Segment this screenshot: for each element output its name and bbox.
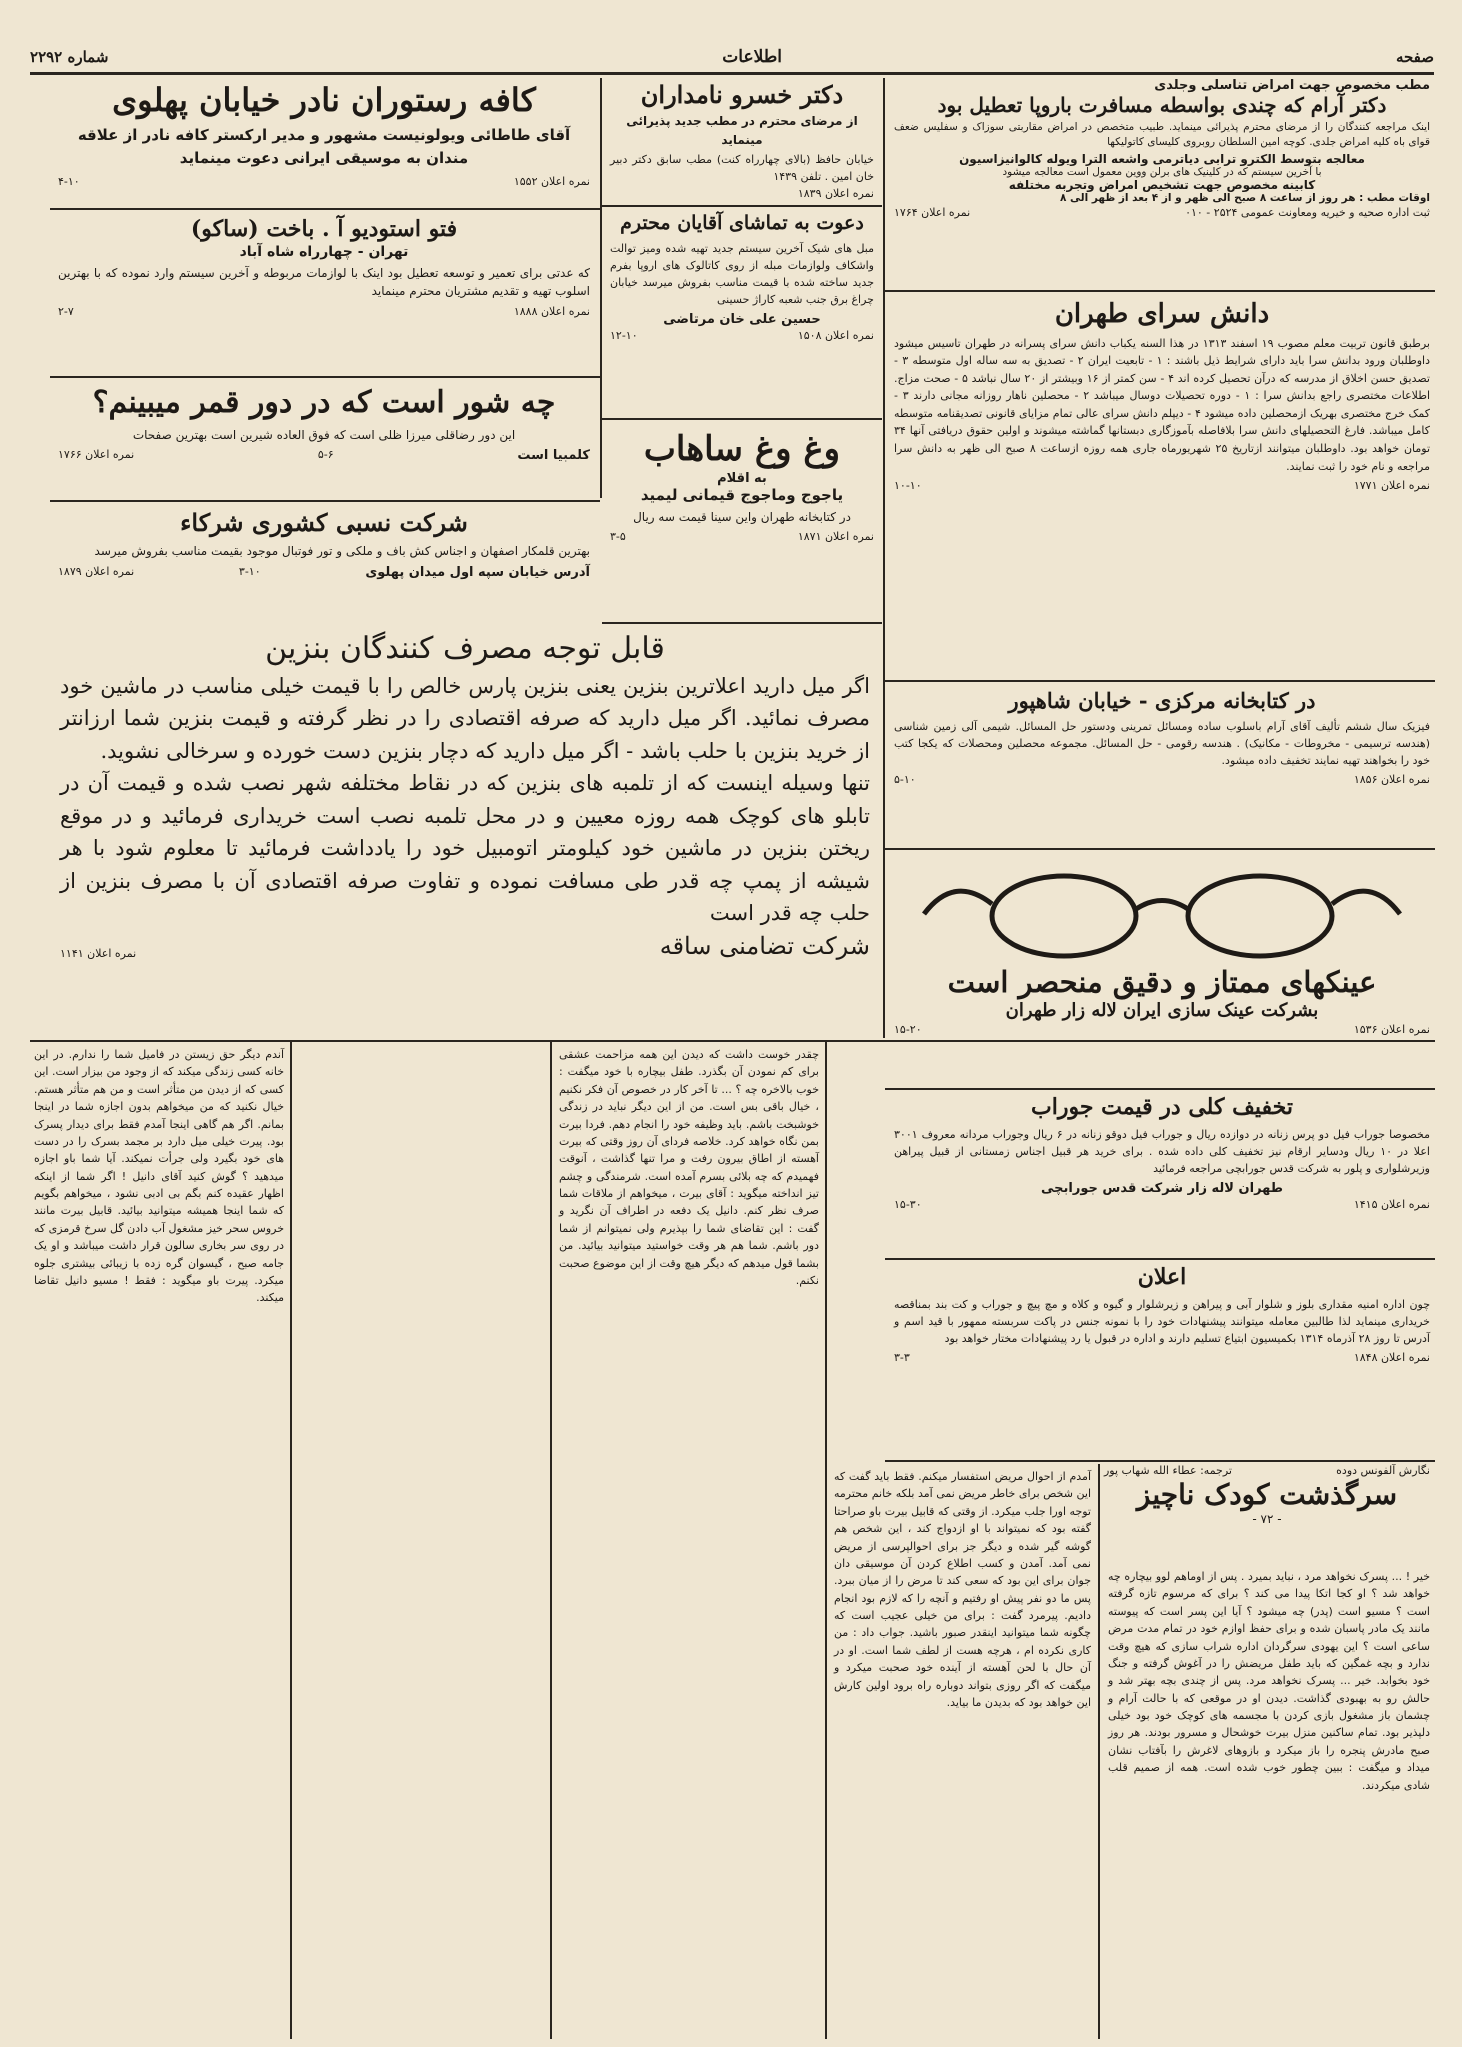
ad-code: ۵-۱۰	[894, 773, 916, 787]
ad-footer	[894, 1023, 1430, 1036]
section-rule	[885, 1258, 1435, 1260]
ad-title: قابل توجه مصرف کنندگان بنزین	[265, 631, 665, 666]
ad-tender-notice	[890, 1262, 1434, 1456]
ad-footer	[58, 175, 590, 188]
ad-cafe-nader	[50, 80, 598, 205]
ad-title: عینکهای ممتاز و دقیق منحصر است	[947, 965, 1377, 999]
ad-body: چون اداره امنیه مقداری بلوز و شلوار آبی و پیراهن و زیرشلوار و گیوه و کلاه و مچ پیچ و جوراب و کت بند بمناقصه خریداری مینماید لذا طالبین معامله میتوانند پیشنهادات خود را با نمونه جنس در پاکت سربسته ممهور با قید اسم و آدرس تا روز ۲۸ آذرماه ۱۳۱۴ بکمیسیون ابتیاع تسلیم دارند و اداره در قبول یا رد پیشنهادات مختار خواهد بود	[894, 1297, 1430, 1345]
ad-title: فتو استودیو آ . باخت (ساکو)	[190, 216, 458, 242]
section-rule	[885, 680, 1435, 682]
ad-code: ۱۵-۲۰	[894, 1023, 922, 1037]
eyeglasses-icon	[894, 854, 1430, 964]
section-rule	[885, 290, 1435, 292]
ad-signature: طهران لاله زار شرکت قدس جورابچی	[1041, 1180, 1283, 1196]
ad-address: آدرس خیابان سپه اول میدان پهلوی	[365, 564, 590, 580]
ad-ref: نمره اعلان ۱۸۸۸	[513, 304, 590, 318]
ad-body: این دور رضاقلی میرزا ظلی است که فوق العاده شیرین است بهترین صفحات	[132, 427, 516, 442]
ad-footer	[610, 530, 874, 543]
ad-code: ۳-۵	[610, 530, 626, 544]
ad-ref: نمره اعلان ۱۵۳۶	[1353, 1023, 1430, 1037]
ad-paragraph: تنها وسیله اینست که از تلمبه های بنزین که در نقاط مختلفه شهر نصب شده و قیمت آن در تابلو های کوچک همه روزه معیین و در محل تلمبه نصب است خریداری فرمائید و در موقع ریختن بنزین در ماشین خود کیلومتر اتومبیل خود را یادداشت فرمائید تا معلوم شود با هر شیشه از پمپ چه قدر طی مسافت نموده و تفاوت صرفه اقتصادی آن با مصرف بنزین از حلب چه قدر است	[60, 771, 870, 926]
ad-columbia-records	[50, 380, 598, 498]
ad-body: مبل های شیک آخرین سیستم جدید تهیه شده ومیز توالت واشکاف ولوازمات مبله از روی کاتالوک های اروپا بفرم جدید ساخته شده با قیمت مناسب بفروش میرسد خیابان چراغ برق جنب شعبه کاراژ حسینی	[610, 241, 874, 306]
serial-column: خیر ! ... پسرک نخواهد مرد ، نباید بمیرد . پس از اوماهم لوو بیچاره چه خواهد شد ؟ او کجا اتکا پیدا می کند ؟ برای که مرسوم تازه گرفته است ؟ مسیو است (پدر) چه میشود ؟ آیا این پسر است که پیوسته مانند یک مادر پاسبان شده و برای حفظ اوازم خود در تمام مدت مرض ساعی است ؟ این یهودی سرگردان اداره شراب سازی که هیچ وقت ندارد و بچه غمگین که باید طفل مریضش را در آغوش گرفته و جنگ خود بخوابد. خیر ... پسرک نخواهد مرد. پس از چندی بچه بهتر شد و حالش رو به بهبودی گذاشت. دیدن او در موقعی که با حالت آرام و چشمان باز مشغول بازی کردن با مجسمه های کوچک خود بود خیلی دلپذیر بود. تمام ساکنین منزل بیرت خوشحال و مسرور بودند. هر روز صبح مادرش پنجره را باز میکرد و بازوهای لاغرش را بآفتاب نشان میداد و میگفت : ببین چطور خوب شده است. همه از صمیم قلب شادی میکردند.	[1108, 1570, 1430, 1792]
ad-title: اعلان	[1137, 1264, 1187, 1290]
ad-eyeglasses	[890, 852, 1434, 1086]
section-rule	[885, 1088, 1435, 1090]
serial-column: آندم دیگر حق زیستن در فامیل شما را ندارم. در این خانه کسی زندگی میکند که از وجود من بیزار است. این کسی که از دیدن من متأثر است و من هم متأثر هستم. خیال نکنید که من میخواهم بدون اجازه شما در اینجا بمانم. اگر هم گاهی اینجا آمدم فقط برای دیدار پسرک بود. پیرت خیلی میل دارد بر مجمد بسرک را در دست های خود بگیرد ولی جرأت نمیکند. آیا شما باو اجازه میدهید ؟ گوش کنید آقای دانیل ! اگر شما از اینکه اظهار عقیده کنم بگم بی ادبی نشود ، میخواهم بگویم که شما اینجا همیشه میتوانید بیائید. قابیل بیرت مانند خروس سحر خیز مشغول آب دادن گل سرخ قرمزی که در روی سر بخاری سالون قرار داشت میباشد و او یک جامه صبح ، گیسوان گره زده با زیبائی بیشتری جلوه میکرد. پیرت باو میگوید : فقط ! مسیو دانیل تقاضا میکند.	[34, 1048, 284, 1305]
ad-title: تخفیف کلی در قیمت جوراب	[1031, 1094, 1293, 1120]
ad-line: اوقات مطب : هر روز از ساعت ۸ صبح الی ظهر و از ۴ بعد از ظهر الی ۸	[1059, 192, 1430, 205]
ad-ref: نمره اعلان ۱۴۱۵	[1353, 1197, 1430, 1211]
serial-episode: - ۷۲ -	[1252, 1512, 1282, 1526]
section-rule	[50, 376, 600, 378]
ad-body: که عدتی برای تعمیر و توسعه تعطیل بود اینک با لوازمات مربوطه و آخرین سیستم وارد نموده که با بهترین اسلوب تهیه و تقدیم مشتریان محترم مینماید	[58, 265, 590, 299]
ad-paragraph: اگر میل دارید اعلاترین بنزین یعنی بنزین پارس خالص را با قیمت خیلی مناسب در ماشین خود مصرف نمائید. اگر میل دارید که صرفه اقتصادی را در نظر گرفته و قیمت بنزین شما ارزانتر از خرید بنزین با حلب باشد - اگر میل دارید که دچار بنزین دست خورده و سرخالی نشوید.	[60, 673, 870, 763]
section-rule	[602, 205, 882, 207]
ad-line: معالجه بتوسط الکترو ترابی دیاترمی واشعه الترا ویوله کالوانیزاسیون	[959, 152, 1365, 167]
ad-footer	[894, 1198, 1430, 1211]
ad-ref: نمره اعلان ۱۸۷۹	[58, 564, 135, 578]
ad-body: مخصوصا جوراب فیل دو پرس زنانه در دوازده ریال و جوراب فیل دوقو زنانه در ۶ ریال وجوراب مردانه معروف ۳۰۰۱ اعلا در ۱۰ ریال ودسایر ارقام نیز تخفیف کلی داده شده . برای خرید هر قبیل اجناس زمستانی از قبیل پیراهن وزیرشلواری و پلور به شرکت قدس جورابچی مراجعه فرمائید	[894, 1127, 1431, 1175]
ad-body: خیابان حافظ (بالای چهارراه کنت) مطب سابق دکتر دبیر خان امین . تلفن ۱۴۳۹	[610, 153, 874, 184]
ad-ref: نمره اعلان ۱۸۷۱	[797, 530, 874, 544]
ad-body: برطبق قانون تربیت معلم مصوب ۱۹ اسفند ۱۳۱۳ در هذا السنه یکباب دانش سرای پسرانه در طهران تاسیس میشود داوطلبان ورود بدانش سرا باید دارای شرایط ذیل باشند : ۱ - تابعیت ایران ۲ - تصدیق به سه ساله اول متوسطه ۳ - تصدیق حسن اخلاق از مدرسه که درآن تحصیل کرده اند ۴ - سن کمتر از ۱۶ وبیشتر از ۲۰ سال نباشد ۵ - صحت مزاج. اطلاعات مختصری راجع بدانش سرا : ۱ - دوره تحصیلات دوسال میباشد ۲ - محصلین ناهار روزانه مجانی دارند ۳ - کمک خرج مختصری بهریک ازمحصلین داده میشود ۴ - دیپلم دانش سرای عالی تمام مزایای قانونی تصدیقنامه متوسطه کامل میباشد. فارغ التحصیلهای دانش سرا بلافاصله بآموزگاری دبستانها گماشته میشوند و اولین حقوق دریافتی آنها ۳۴ تومان خواهد بود. داوطلبان میتوانند ازتاریخ ۲۵ شهریورماه جاری همه روزه ازساعت ۸ صبح الی ظهر به دانش سرا مراجعه و نام خود را ثبت نمایند.	[894, 336, 1431, 473]
serial-translator: ترجمه: عطاء الله شهاب پور	[1104, 1464, 1232, 1477]
ad-footer	[58, 448, 590, 463]
section-rule	[602, 418, 882, 420]
column-rule	[825, 1042, 827, 2039]
section-rule	[50, 500, 600, 502]
ad-signature: حسین علی خان مرتاضی	[663, 311, 821, 327]
ad-socks-discount	[890, 1092, 1434, 1256]
issue-number: شماره ۲۲۹۲	[30, 48, 109, 66]
ad-code: ۳-۱۰	[238, 564, 261, 578]
ad-body: فیزیک سال ششم تألیف آقای آرام باسلوب ساده ومسائل تمرینی ودستور حل المسائل. شیمی آلی زمین شناسی (هندسه ترسیمی - مخروطات - مکانیک) . هندسه رقومی - حل المسائل. مجموعه محصلین ومحصلات که یکجا کتب خود را بخواهند تهیه نمایند تخفیف داده میشود.	[894, 720, 1430, 768]
ad-central-library	[890, 686, 1434, 846]
ad-footer	[58, 305, 590, 318]
ad-line: ثبت اداره صحیه و خیریه ومعاونت عمومی ۲۵۲۴ - ۰۱۰	[1185, 206, 1430, 220]
serial-header	[1100, 1464, 1434, 1564]
ad-ref: نمره اعلان ۱۷۶۴	[894, 206, 971, 220]
ad-ref: نمره اعلان ۱۷۷۱	[1353, 479, 1430, 493]
ad-code: ۱۵-۳۰	[894, 1197, 922, 1211]
ad-title: چه شور است که در دور قمر میبینم؟	[92, 385, 556, 420]
page-label: صفحه	[1395, 48, 1434, 66]
ad-footer	[894, 1351, 1430, 1364]
ad-ref: نمره اعلان ۱۸۴۸	[1353, 1350, 1430, 1364]
newspaper-name: اطلاعات	[722, 47, 783, 67]
page-header	[30, 44, 1434, 70]
ad-code: ۳-۳	[894, 1350, 910, 1364]
ad-code: ۵-۶	[317, 448, 334, 462]
ad-body: اینک مراجعه کنندگان را از مرضای محترم پذیرائی مینماید. طبیب متخصص در امراض مقاربتی سوزاک و سفلیس ضعف قوای باه کلیه امراض جلدی. کوچه امین السلطان روبروی کلیسای کاتولیکها	[894, 121, 1430, 149]
ad-subtitle: بشرکت عینک سازی ایران لاله زار طهران	[1005, 1000, 1319, 1022]
ad-keshvari-company	[50, 504, 598, 622]
ad-line: با آخرین سیستم که در کلینیک های برلن ووین معمول است معالجه میشود	[1002, 166, 1322, 179]
ad-footer	[894, 479, 1430, 492]
section-rule	[30, 1040, 885, 1042]
ad-body: بهترین قلمکار اصفهان و اجناس کش باف و ملکی و تور فوتبال موجود بقیمت مناسب بفروش میرسد	[94, 544, 590, 558]
ad-code: ۲-۷	[58, 304, 74, 318]
ad-ref: نمره اعلان ۱۸۳۹	[797, 187, 874, 201]
column-rule	[1098, 1464, 1100, 2039]
ad-body: آقای طاطائی ویولونیست مشهور و مدیر ارکستر کافه نادر از علاقه مندان به موسیقی ایرانی دعوت مینماید	[77, 126, 571, 168]
ad-subtitle: از مرضای محترم در مطب جدید پذیرائی مینماید	[626, 114, 858, 147]
ad-footer	[894, 773, 1430, 786]
ad-footer	[894, 206, 1430, 219]
section-rule	[602, 622, 882, 624]
ad-title: شرکت نسبی کشوری شرکاء	[180, 508, 468, 537]
ad-ref: نمره اعلان ۱۱۴۱	[60, 946, 137, 960]
ad-footer	[58, 565, 590, 580]
ad-title: در کتابخانه مرکزی - خیابان شاهپور	[1008, 688, 1316, 713]
ad-brand: کلمبیا است	[517, 448, 590, 464]
ad-subtitle: به اقلام	[717, 470, 767, 486]
ad-kicker: مطب مخصوص جهت امراض تناسلی وجلدی	[1154, 78, 1430, 93]
ad-doctor-aram	[890, 78, 1434, 288]
ad-title: وغ وغ ساهاب	[643, 429, 841, 469]
ad-title: دکتر خسرو نامداران	[640, 80, 844, 109]
header-rule	[30, 72, 1434, 75]
ad-body: در کتابخانه طهران واین سینا قیمت سه ریال	[633, 509, 851, 524]
ad-code: ۴-۱۰	[58, 174, 80, 188]
section-rule	[885, 1460, 1435, 1462]
ad-ref: نمره اعلان ۱۸۵۶	[1353, 773, 1430, 787]
ad-photo-studio	[50, 212, 598, 374]
ad-book-vagh-vagh	[604, 424, 880, 620]
serial-title: سرگذشت کودک ناچیز	[1136, 1478, 1398, 1511]
section-rule	[50, 208, 600, 210]
ad-title: دکتر آرام که چندی بواسطه مسافرت باروپا تعطیل بود	[937, 93, 1387, 117]
ad-teachers-college	[890, 296, 1434, 678]
ad-ref: نمره اعلان ۱۵۰۸	[797, 328, 874, 342]
ad-title: کافه رستوران نادر خیابان پهلوی	[112, 81, 536, 119]
ad-subtitle: تهران - چهارراه شاه آباد	[239, 243, 409, 260]
ad-title: دانش سرای طهران	[1054, 299, 1270, 329]
column-rule	[883, 78, 885, 1038]
ad-footer	[60, 932, 870, 960]
ad-footer	[610, 329, 874, 342]
ad-authors: یاجوج وماجوج قیمانی لیمید	[640, 485, 844, 504]
section-rule	[885, 848, 1435, 850]
serial-column: آمدم از احوال مریض استفسار میکنم. فقط باید گفت که این شخص برای خاطر مریض نمی آمد بلکه خانم محترمه توجه اورا جلب میکرد. از وقتی که قابیل بیرت باو صراحتا گفته بود که نمیتواند با او ازدواج کند ، این شخص هم گوشه گیر شده و دیگر جز برای احوالپرسی از مریض نمی آمد. آمدن و کسب اطلاع کردن آن موسیقی دان جوان برای این بود که سعی کند تا مرض را از میان ببرد. پس ما دو نفر پیش او رفتیم و آنچه را که لازم بود انجام دادیم. پیرمرد گفت : برای من خیلی عجیب است که چگونه شما میتوانید اینقدر صبور باشید. جواب داد : من کاری نکرده ام ، هرچه هست از لطف شما است. او در آن حال با لحن آهسته از آینده خود صحبت میکرد و میگفت که اگر روزی بتواند دوباره راه برود اولین کارش این خواهد بود که بدیدن ما بیاید.	[834, 1470, 1091, 1709]
serial-author: نگارش آلفونس دوده	[1336, 1464, 1430, 1477]
ad-code: ۱۰-۱۰	[894, 479, 922, 493]
column-rule	[600, 78, 602, 498]
ad-petrol	[50, 630, 880, 1035]
ad-ref: نمره اعلان ۱۷۶۶	[58, 448, 135, 462]
column-rule	[550, 1042, 552, 2039]
ad-line: کابینه مخصوص جهت تشخیص امراض وتجربه مختلفه	[1008, 178, 1316, 193]
ad-footer	[610, 187, 874, 200]
ad-code: ۱۲-۱۰	[610, 328, 638, 342]
ad-signature: شرکت تضامنی ساقه	[659, 931, 870, 960]
ad-title: دعوت به تماشای آقایان محترم	[620, 212, 864, 234]
ad-ref: نمره اعلان ۱۵۵۲	[513, 174, 590, 188]
ad-furniture-invite	[604, 208, 880, 416]
serial-column: چقدر خوست داشت که دیدن این همه مزاحمت عشقی برای کم نمودن آن بگذرد. طفل بیچاره با خود میگفت : خوب بالاخره چه ؟ ... تا آخر کار در خصوص آن فکر نکنیم ، خیال باقی بس است. من از این دیگر نباید در زندگی خوشبخت باشم. باید وظیفه خود را انجام دهم. فردا بیرت بمن نگاه خواهد کرد. خلاصه فردای آن روز وقتی که بیرت آهسته از اطاق بیرون رفت و مرا تنها گذاشت ، آنوقت فهمیدم که چه بلائی بسرم آمده است. شرمندگی و چشم تیز انداخته میگوید : آقای بیرت ، میخواهم از ملاقات شما صرف نظر کنم. دانیل یک دفعه در اطراف آن نگرید و گفت : این تقاضای شما را بپذیرم ولی نمیتوانم از شما دور باشم. شما هم هر وقت خواستید میتوانید بیائید. من بشما قول میدهم که دیگر هیچ وقت از این موضوع صحبت نکنم.	[558, 1048, 819, 1287]
ad-doctor-khosro	[604, 80, 880, 202]
column-rule	[290, 1042, 292, 2039]
